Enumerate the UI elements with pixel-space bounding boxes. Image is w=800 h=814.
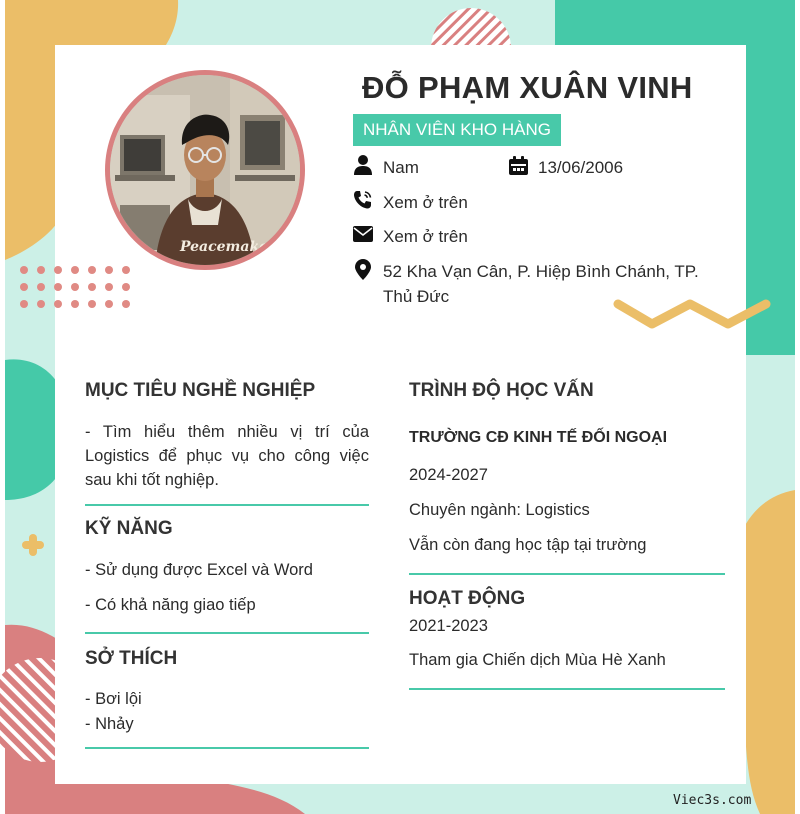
email-row bbox=[353, 224, 468, 249]
hobby-item: - Bơi lội bbox=[85, 690, 142, 708]
skill-item: - Sử dụng được Excel và Word bbox=[85, 561, 313, 579]
job-title-badge: NHÂN VIÊN KHO HÀNG bbox=[353, 114, 561, 146]
birthdate-value: 13/06/2006 bbox=[538, 158, 624, 177]
hobbies-title: SỞ THÍCH bbox=[85, 648, 178, 669]
section-divider bbox=[85, 632, 369, 634]
objective-line-1: - Tìm hiểu thêm nhiều vị trí của bbox=[85, 423, 369, 441]
phone-value: Xem ở trên bbox=[383, 193, 468, 212]
phone-row bbox=[353, 190, 468, 215]
section-divider bbox=[85, 747, 369, 749]
address-line-2: Thủ Đức bbox=[383, 287, 450, 306]
calendar-icon bbox=[508, 155, 528, 175]
watermark: Viec3s.com bbox=[673, 793, 752, 808]
photo-shirt-text: Peacemaker bbox=[180, 239, 276, 255]
skills-title: KỸ NĂNG bbox=[85, 518, 173, 539]
activities-title: HOẠT ĐỘNG bbox=[409, 588, 526, 609]
education-years: 2024-2027 bbox=[409, 466, 488, 484]
skill-item: - Có khả năng giao tiếp bbox=[85, 596, 256, 614]
gender-value: Nam bbox=[383, 158, 419, 177]
address-row bbox=[353, 259, 699, 309]
education-status: Vẫn còn đang học tập tại trường bbox=[409, 536, 647, 554]
mail-icon bbox=[353, 224, 373, 244]
education-major: Chuyên ngành: Logistics bbox=[409, 501, 590, 519]
activity-years: 2021-2023 bbox=[409, 617, 488, 635]
gender-row bbox=[353, 155, 419, 180]
section-divider bbox=[85, 504, 369, 506]
address-line-1: 52 Kha Vạn Cân, P. Hiệp Bình Chánh, TP. bbox=[383, 262, 699, 281]
education-title: TRÌNH ĐỘ HỌC VẤN bbox=[409, 380, 594, 401]
section-divider bbox=[409, 573, 725, 575]
objective-line-2: Logistics để phục vụ cho công việc bbox=[85, 447, 369, 465]
birthdate-row bbox=[508, 155, 623, 180]
location-icon bbox=[353, 259, 373, 279]
school-name: TRƯỜNG CĐ KINH TẾ ĐỐI NGOẠI bbox=[409, 429, 668, 446]
profile-photo-frame bbox=[105, 70, 305, 270]
section-divider bbox=[409, 688, 725, 690]
candidate-name: ĐỖ PHẠM XUÂN VINH bbox=[362, 70, 693, 105]
phone-icon bbox=[353, 190, 373, 210]
user-icon bbox=[353, 155, 373, 175]
profile-photo-illustration bbox=[110, 75, 300, 265]
email-value: Xem ở trên bbox=[383, 227, 468, 246]
activity-description: Tham gia Chiến dịch Mùa Hè Xanh bbox=[409, 651, 666, 669]
address-value bbox=[383, 259, 699, 309]
profile-photo bbox=[110, 75, 300, 265]
dot-grid-decoration bbox=[18, 262, 133, 312]
hobby-item: - Nhảy bbox=[85, 715, 134, 733]
objective-line-3: sau khi tốt nghiệp. bbox=[85, 471, 219, 489]
objective-title: MỤC TIÊU NGHỀ NGHIỆP bbox=[85, 380, 316, 401]
